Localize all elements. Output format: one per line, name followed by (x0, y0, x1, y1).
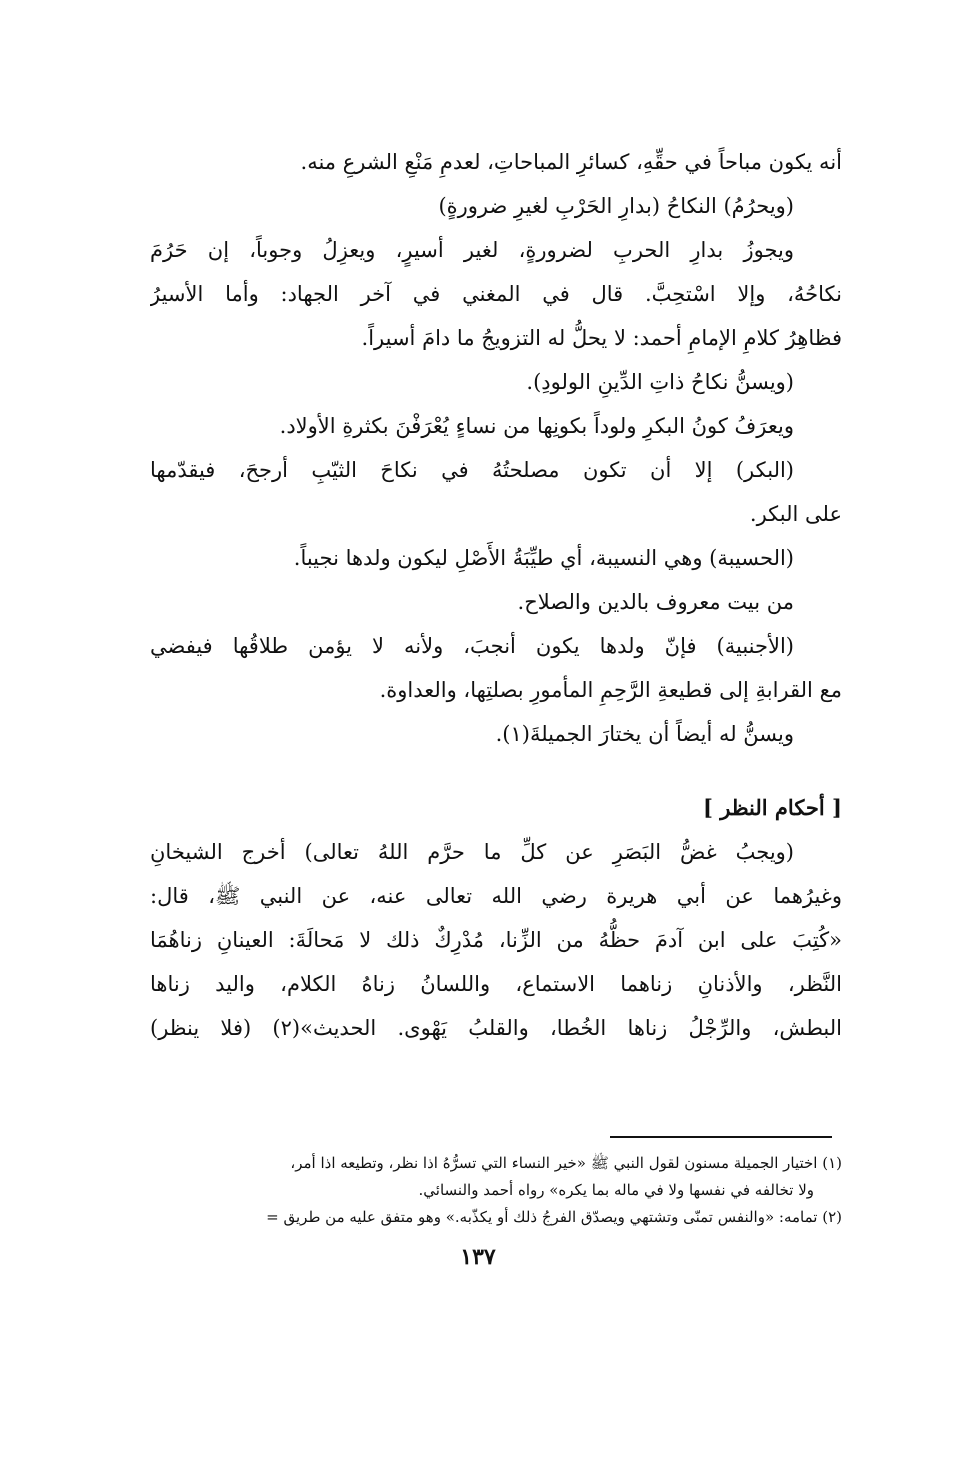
footnote-divider (610, 1136, 832, 1138)
text-line: على البكر. (749, 502, 842, 526)
footnote: ولا تخالفه في نفسها ولا في ماله بما يكره» رواه أحمد والنسائي. (418, 1181, 814, 1199)
text-line: ويجوزُ بدارِ الحربِ لضرورةٍ، لغير أسيرٍ، ويعزِلُ وجوباً، إن حَرُمَ (150, 238, 794, 262)
text-line: ويعرَفُ كونُ البكرِ ولوداً بكونِها من نساءٍ يُعْرَفْنَ بكثرةِ الأولاد. (279, 414, 794, 438)
text-line: من بيت معروف بالدين والصلاح. (517, 590, 794, 614)
text-line: «كُتِبَ على ابن آدمَ حظُّهُ من الزِّنا، مُدْرِكٌ ذلك لا مَحالَةَ: العينانِ زناهُمَا (150, 928, 842, 952)
text-line: فظاهِرُ كلامِ الإمامِ أحمد: لا يحلُّ له التزويجُ ما دامَ أسيراً. (361, 326, 842, 350)
text-line: (البكر) إلا أن تكون مصلحتُهُ في نكاحَ الثيّبِ أرجحَ، فيقدّمها (150, 458, 794, 482)
text-line: النَّظر، والأذنانِ زناهما الاستماع، واللسانُ زناهُ الكلام، واليد زناها (150, 972, 842, 996)
page-number: ١٣٧ (460, 1244, 496, 1270)
text-line: أنه يكون مباحاً في حقِّهِ، كسائرِ المباحاتِ، لعدمِ مَنْعِ الشرعِ منه. (300, 150, 842, 174)
text-line: (ويحرُمُ) النكاحُ (بدارِ الحَرْبِ لغيرِ ضرورةٍ) (438, 194, 794, 218)
main-text (150, 140, 842, 1050)
text-line: وغيرُهما عن أبي هريرة رضي الله تعالى عنه، عن النبي ﷺ، قال: (150, 884, 842, 908)
text-line: البطش، والرِّجْلُ زناها الخُطا، والقلبُ يَهْوى. الحديث»(٢) (فلا ينظر) (150, 1016, 842, 1040)
section-heading: [ أحكام النظر ] (702, 795, 842, 820)
text-line: مع القرابةِ إلى قطيعةِ الرَّحِمِ المأمورِ بصلتِها، والعداوة. (379, 678, 842, 702)
text-line: (ويجبُ غضُّ البَصَرِ عن كلِّ ما حرَّم اللهُ تعالى) أخرج الشيخانِ (150, 840, 794, 864)
text-line: نكاحُهُ، وإلا اسْتحِبَّ. قال في المغني في آخر الجهاد: وأما الأسيرُ (150, 282, 842, 306)
footnote: (٢) تمامه: «والنفس تمنّى وتشتهي ويصدّق الفرجُ ذلك أو يكذّبه.» وهو متفق عليه من طريق = (266, 1208, 842, 1226)
footnote: (١) اختيار الجميلة مسنون لقول النبي ﷺ «خير النساء التي تسرُّهُ اذا نظر، وتطيعه اذا أمر، (290, 1154, 842, 1172)
footnotes (150, 1150, 842, 1231)
text-line: (الحسيبة) وهي النسيبة، أي طيِّبَةُ الأَصْلِ ليكون ولدها نجيباً. (293, 546, 794, 570)
text-line: ويسنُّ له أيضاً أن يختارَ الجميلةَ(١). (495, 722, 794, 746)
text-line: (ويسنُّ نكاحُ ذاتِ الدِّينِ الولودِ). (526, 370, 794, 394)
text-line: (الأجنبية) فإنّ ولدها يكون أنجبَ، ولأنه لا يؤمن طلاقُها فيفضي (150, 634, 794, 658)
